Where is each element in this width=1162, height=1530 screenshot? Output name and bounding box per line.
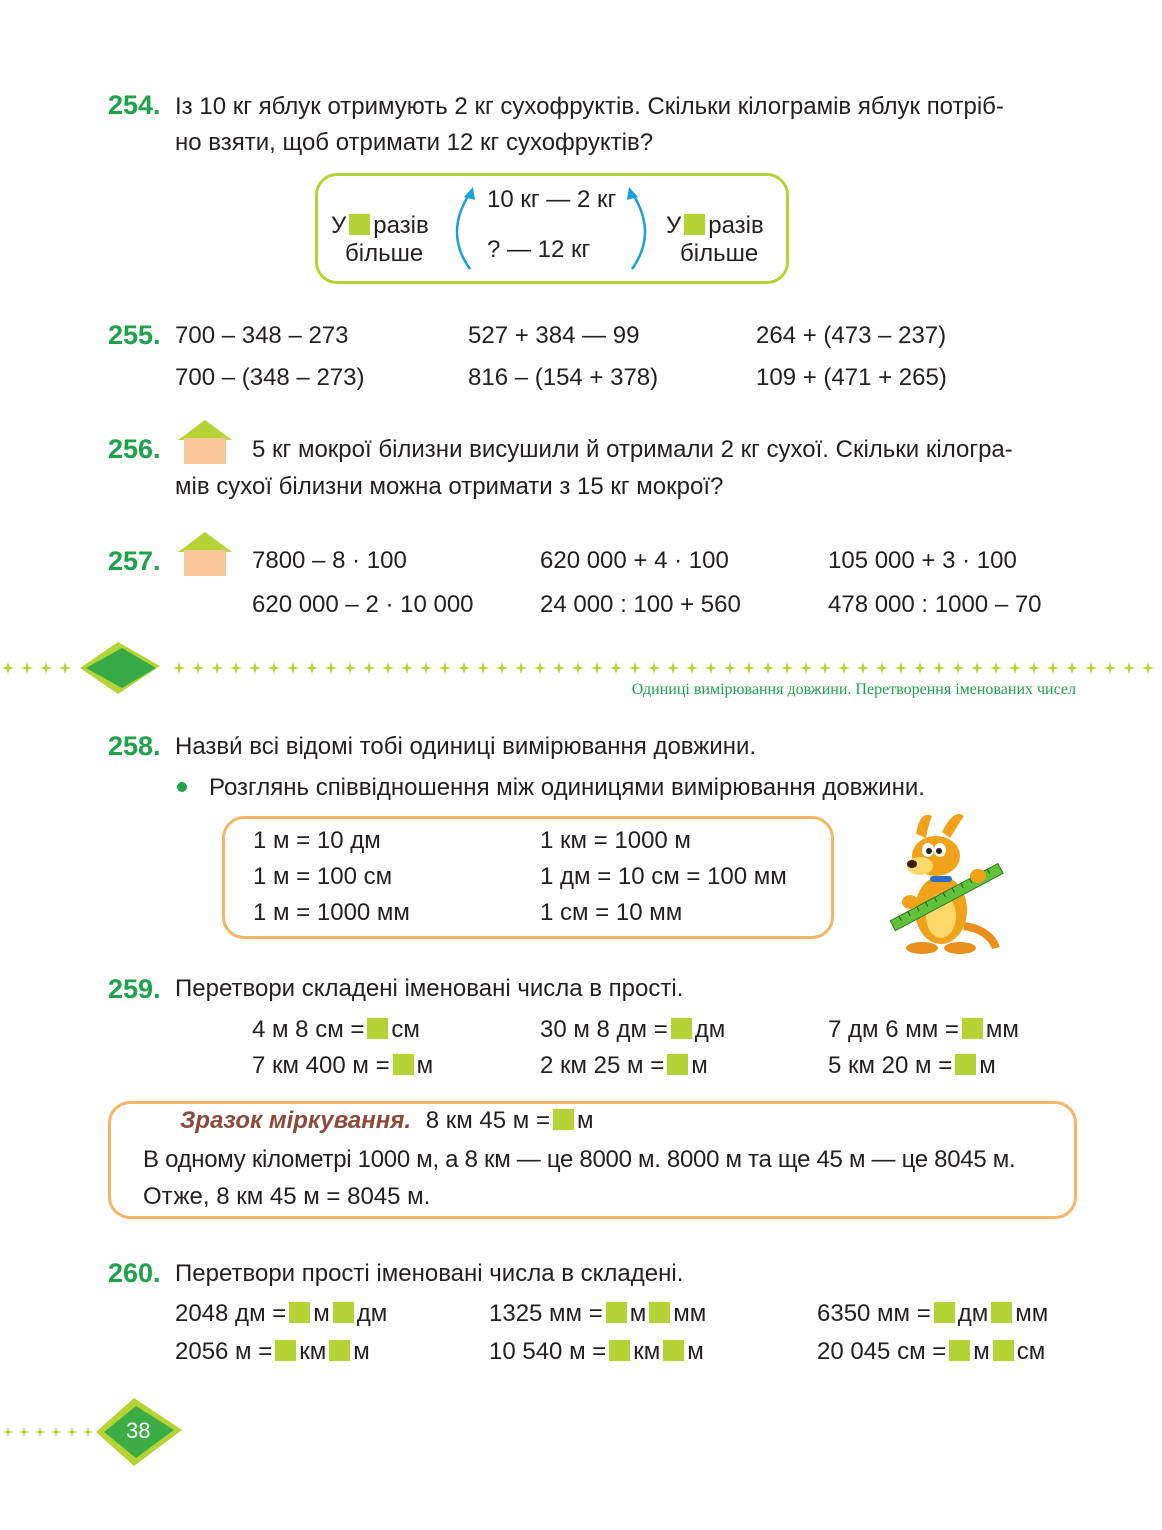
star-ornament (648, 666, 660, 670)
star-ornament (230, 666, 242, 670)
star-ornament (83, 1431, 93, 1434)
star-ornament (819, 666, 831, 670)
answer-blank (275, 1340, 296, 1361)
star-ornament (1066, 666, 1078, 670)
star-ornament (838, 666, 850, 670)
star-ornament (40, 666, 52, 670)
expression: 700 – 348 – 273 (175, 322, 349, 349)
scheme-label: У разів (666, 212, 764, 239)
star-ornament (1123, 666, 1135, 670)
expression: 620 000 – 2 · 10 000 (252, 591, 474, 618)
star-ornament (1009, 666, 1021, 670)
conversion-task: 30 м 8 дм = дм (540, 1016, 726, 1043)
conversion-task: 20 045 см = м см (817, 1338, 1046, 1365)
expression: 7800 – 8 · 100 (252, 547, 407, 574)
kangaroo-illustration (886, 808, 1006, 956)
sample-text: Отже, 8 км 45 м = 8045 м. (143, 1183, 431, 1210)
problem-text: но взяти, щоб отримати 12 кг сухофруктів? (175, 129, 654, 156)
star-ornament (382, 666, 394, 670)
answer-blank (649, 1302, 670, 1323)
conversion-task: 4 м 8 см = см (252, 1016, 420, 1043)
problem-text: мів сухої білизни можна отримати з 15 кг мокрої? (175, 473, 724, 500)
star-ornament (211, 666, 223, 670)
star-ornament (857, 666, 869, 670)
answer-blank (667, 1054, 688, 1075)
star-ornament (990, 666, 1002, 670)
section-title: Одиниці вимірювання довжини. Перетворення іменованих чисел (631, 681, 1076, 698)
unit-relation: 1 км = 1000 м (540, 827, 691, 854)
problem-text: Перетвори складені іменовані числа в прості. (175, 975, 684, 1002)
sample-title: Зразок міркування. (180, 1107, 412, 1134)
page-number-badge (0, 1396, 200, 1468)
star-ornament (629, 666, 641, 670)
answer-blank (367, 1018, 388, 1039)
bullet-text: Розглянь співвідношення між одиницями вимірювання довжини. (209, 774, 925, 801)
problem-number: 258. (108, 731, 161, 761)
star-ornament (67, 1431, 77, 1434)
expression: 478 000 : 1000 – 70 (828, 591, 1042, 618)
answer-blank (329, 1340, 350, 1361)
expression: 620 000 + 4 · 100 (540, 547, 729, 574)
conversion-task: 7 км 400 м = м (252, 1052, 434, 1079)
problem-number: 257. (108, 546, 161, 576)
star-ornament (1085, 666, 1097, 670)
star-ornament (572, 666, 584, 670)
sample-heading: Зразок міркування. 8 км 45 м = м (180, 1107, 594, 1134)
home-task-icon (176, 418, 234, 464)
answer-blank (949, 1340, 970, 1361)
star-ornament (249, 666, 261, 670)
star-ornament (591, 666, 603, 670)
star-ornament (306, 666, 318, 670)
star-ornament (667, 666, 679, 670)
scheme-row: 10 кг — 2 кг (487, 186, 617, 213)
unit-relation: 1 м = 100 см (253, 863, 393, 890)
answer-blank (553, 1109, 574, 1130)
star-ornament (173, 666, 185, 670)
star-ornament (1047, 666, 1059, 670)
expression: 24 000 : 100 + 560 (540, 591, 741, 618)
answer-blank (955, 1054, 976, 1075)
star-ornament (496, 666, 508, 670)
star-ornament (1104, 666, 1116, 670)
star-ornament (895, 666, 907, 670)
star-ornament (35, 1431, 45, 1434)
unit-relation: 1 м = 1000 мм (253, 899, 410, 926)
answer-blank (993, 1340, 1014, 1361)
star-ornament (3, 1431, 13, 1434)
star-ornament (515, 666, 527, 670)
scheme-label: У разів (331, 212, 429, 239)
answer-blank (393, 1054, 414, 1075)
star-ornament (59, 666, 71, 670)
star-ornament (686, 666, 698, 670)
scheme-row: ? — 12 кг (487, 236, 591, 263)
star-ornament (914, 666, 926, 670)
problem-number: 254. (108, 90, 161, 120)
page-number: 38 (126, 1418, 151, 1443)
left-arrow-icon (440, 183, 480, 273)
unit-relation: 1 м = 10 дм (253, 827, 381, 854)
scheme-label: більше (680, 240, 759, 267)
problem-text: Із 10 кг яблук отримують 2 кг сухофруктів. Скільки кілограмів яблук потріб- (175, 93, 1004, 120)
answer-blank (289, 1302, 310, 1323)
star-ornament (51, 1431, 61, 1434)
conversion-task: 7 дм 6 мм = мм (828, 1016, 1019, 1043)
answer-blank (663, 1340, 684, 1361)
answer-blank (684, 214, 705, 235)
expression: 816 – (154 + 378) (468, 364, 659, 391)
star-ornament (21, 666, 33, 670)
answer-blank (609, 1340, 630, 1361)
star-ornament (439, 666, 451, 670)
conversion-task: 2056 м = км м (175, 1338, 370, 1365)
star-ornament (325, 666, 337, 670)
star-ornament (268, 666, 280, 670)
answer-blank (349, 214, 370, 235)
expression: 700 – (348 – 273) (175, 364, 365, 391)
star-ornament (610, 666, 622, 670)
star-ornament (762, 666, 774, 670)
sample-text: В одному кілометрі 1000 м, а 8 км — це 8000 м. 8000 м та ще 45 м — це 8045 м. (143, 1146, 1016, 1173)
star-ornament (933, 666, 945, 670)
star-ornament (1028, 666, 1040, 670)
expression: 264 + (473 – 237) (756, 322, 947, 349)
star-ornament (344, 666, 356, 670)
star-ornament (192, 666, 204, 670)
star-ornament (724, 666, 736, 670)
star-ornament (876, 666, 888, 670)
star-ornament (705, 666, 717, 670)
answer-blank (991, 1302, 1012, 1323)
star-ornament (971, 666, 983, 670)
problem-number: 260. (108, 1258, 161, 1288)
problem-text: Перетвори прості іменовані числа в складені. (175, 1260, 684, 1287)
star-ornament (800, 666, 812, 670)
problem-number: 255. (108, 320, 161, 350)
right-arrow-icon (622, 183, 662, 273)
unit-relation: 1 дм = 10 см = 100 мм (540, 863, 787, 890)
unit-relation: 1 см = 10 мм (540, 899, 683, 926)
expression: 527 + 384 — 99 (468, 322, 640, 349)
star-ornament (1142, 666, 1154, 670)
problem-number: 256. (108, 434, 161, 464)
conversion-task: 2048 дм = м дм (175, 1300, 388, 1327)
bullet (177, 782, 187, 792)
star-ornament (287, 666, 299, 670)
conversion-task: 2 км 25 м = м (540, 1052, 708, 1079)
expression: 105 000 + 3 · 100 (828, 547, 1017, 574)
star-ornament (534, 666, 546, 670)
conversion-task: 10 540 м = км м (489, 1338, 704, 1365)
conversion-task: 1325 мм = м мм (489, 1300, 707, 1327)
star-ornament (363, 666, 375, 670)
scheme-label: більше (345, 240, 424, 267)
home-task-icon (176, 530, 234, 576)
conversion-task: 6350 мм = дм мм (817, 1300, 1049, 1327)
answer-blank (606, 1302, 627, 1323)
star-ornament (952, 666, 964, 670)
answer-blank (962, 1018, 983, 1039)
problem-number: 259. (108, 974, 161, 1004)
expression: 109 + (471 + 265) (756, 364, 947, 391)
answer-blank (333, 1302, 354, 1323)
answer-blank (934, 1302, 955, 1323)
star-ornament (420, 666, 432, 670)
star-ornament (743, 666, 755, 670)
answer-blank (671, 1018, 692, 1039)
conversion-task: 5 км 20 м = м (828, 1052, 996, 1079)
star-ornament (19, 1431, 29, 1434)
star-ornament (553, 666, 565, 670)
star-ornament (2, 666, 14, 670)
star-ornament (458, 666, 470, 670)
star-ornament (781, 666, 793, 670)
problem-text: 5 кг мокрої білизни висушили й отримали 2 кг сухої. Скільки кілогра- (252, 436, 1013, 463)
problem-text: Назви́ всі відомі тобі одиниці вимірювання довжини. (175, 733, 757, 760)
star-ornament (477, 666, 489, 670)
star-ornament (401, 666, 413, 670)
